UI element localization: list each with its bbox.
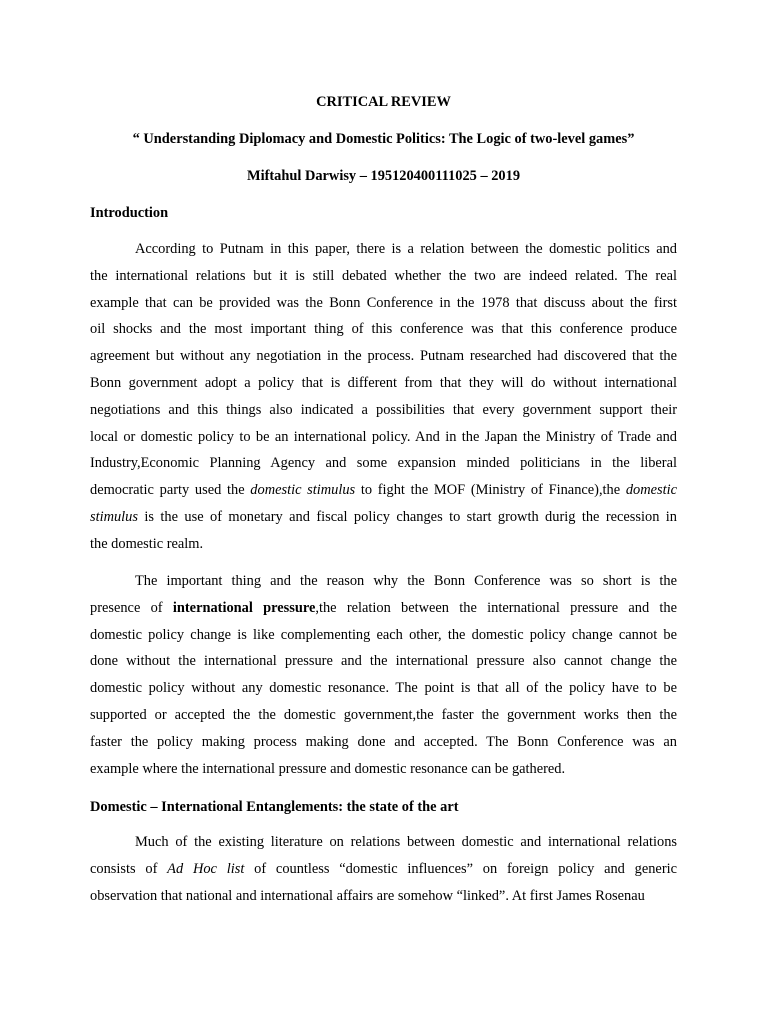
text-segment: democratic party used the: [90, 482, 251, 499]
text-line: [90, 856, 677, 883]
text-line: [90, 756, 677, 783]
text-line: [90, 424, 677, 451]
text-segment: the domestic realm.: [90, 535, 204, 552]
text-line: [90, 450, 677, 477]
text-line: [90, 504, 677, 531]
text-segment: Much of the existing literature on relations between domestic and international relations: [135, 834, 677, 850]
text-segment: The important thing and the reason why the Bonn Conference was so short is the: [135, 573, 677, 589]
italic-text: domestic stimulus: [250, 482, 356, 499]
italic-text: Ad Hoc list: [167, 860, 245, 877]
text-segment: oil shocks and the most important thing of this conference was that this conference produce: [90, 321, 677, 338]
author-line: Miftahul Darwisy – 195120400111025 – 2019: [246, 168, 521, 184]
text-segment: is the use of monetary and fiscal policy changes to start growth durig the recession in: [137, 508, 677, 525]
text-segment: Bonn government adopt a policy that is different from that they will do without international: [90, 374, 677, 391]
text-line: [90, 236, 677, 263]
text-line: [90, 568, 677, 595]
bold-text: international pressure: [172, 599, 316, 616]
text-segment: supported or accepted the the domestic government,the faster the government works then the: [90, 706, 677, 723]
text-line: [90, 702, 677, 729]
italic-text: stimulus: [90, 508, 138, 525]
text-line: [90, 343, 677, 370]
text-segment: ,the relation between the international pressure and the: [315, 599, 678, 616]
paragraph-intro-1: [90, 236, 677, 558]
text-line: [90, 263, 677, 290]
section-heading-entanglements: Domestic – International Entanglements: the state of the art: [90, 799, 459, 815]
text-line: [90, 622, 677, 649]
text-line: [90, 675, 677, 702]
text-segment: of countless “domestic influences” on foreign policy and generic: [244, 860, 677, 877]
text-segment: domestic policy change is like complementing each other, the domestic policy change cannot be: [90, 626, 677, 643]
text-line: [90, 370, 677, 397]
text-segment: negotiations and this things also indicated a possibilities that every government support their: [90, 401, 677, 418]
text-line: [90, 829, 677, 856]
text-segment: Industry,Economic Planning Agency and some expansion minded politicians in the liberal: [90, 455, 677, 472]
document-page: [90, 0, 677, 1024]
text-segment: presence of: [90, 599, 173, 616]
text-line: [90, 883, 677, 910]
text-line: [90, 316, 677, 343]
document-title: CRITICAL REVIEW: [316, 94, 451, 110]
text-line: [90, 477, 677, 504]
text-line: [90, 531, 677, 558]
text-segment: faster the policy making process making done and accepted. The Bonn Conference was an: [90, 733, 677, 750]
text-line: [90, 290, 677, 317]
text-segment: observation that national and international affairs are somehow “linked”. At first James Rosenau: [90, 887, 645, 904]
text-segment: the international relations but it is still debated whether the two are indeed related. The real: [90, 267, 677, 284]
text-segment: According to Putnam in this paper, there is a relation between the domestic politics and: [135, 241, 677, 257]
text-segment: agreement but without any negotiation in the process. Putnam researched had discovered that the: [90, 348, 677, 365]
text-segment: to fight the MOF (Ministry of Finance),the: [355, 482, 626, 499]
text-line: [90, 595, 677, 622]
section-heading-introduction: Introduction: [90, 205, 169, 221]
document-subtitle: “ Understanding Diplomacy and Domestic Politics: The Logic of two-level games”: [132, 131, 635, 147]
text-segment: domestic policy without any domestic resonance. The point is that all of the policy have to be: [90, 680, 677, 697]
italic-text: domestic: [625, 482, 677, 499]
text-segment: done without the international pressure and the international pressure also cannot change the: [90, 653, 677, 670]
text-segment: example where the international pressure and domestic resonance can be gathered.: [90, 760, 566, 777]
text-segment: consists of: [90, 860, 168, 877]
text-line: [90, 729, 677, 756]
text-segment: example that can be provided was the Bonn Conference in the 1978 that discuss about the first: [90, 294, 677, 311]
text-segment: local or domestic policy to be an international policy. And in the Japan the Ministry of Trade and: [90, 428, 677, 445]
text-line: [90, 648, 677, 675]
paragraph-entanglements-1: [90, 829, 677, 909]
paragraph-intro-2: [90, 568, 677, 782]
text-line: [90, 397, 677, 424]
